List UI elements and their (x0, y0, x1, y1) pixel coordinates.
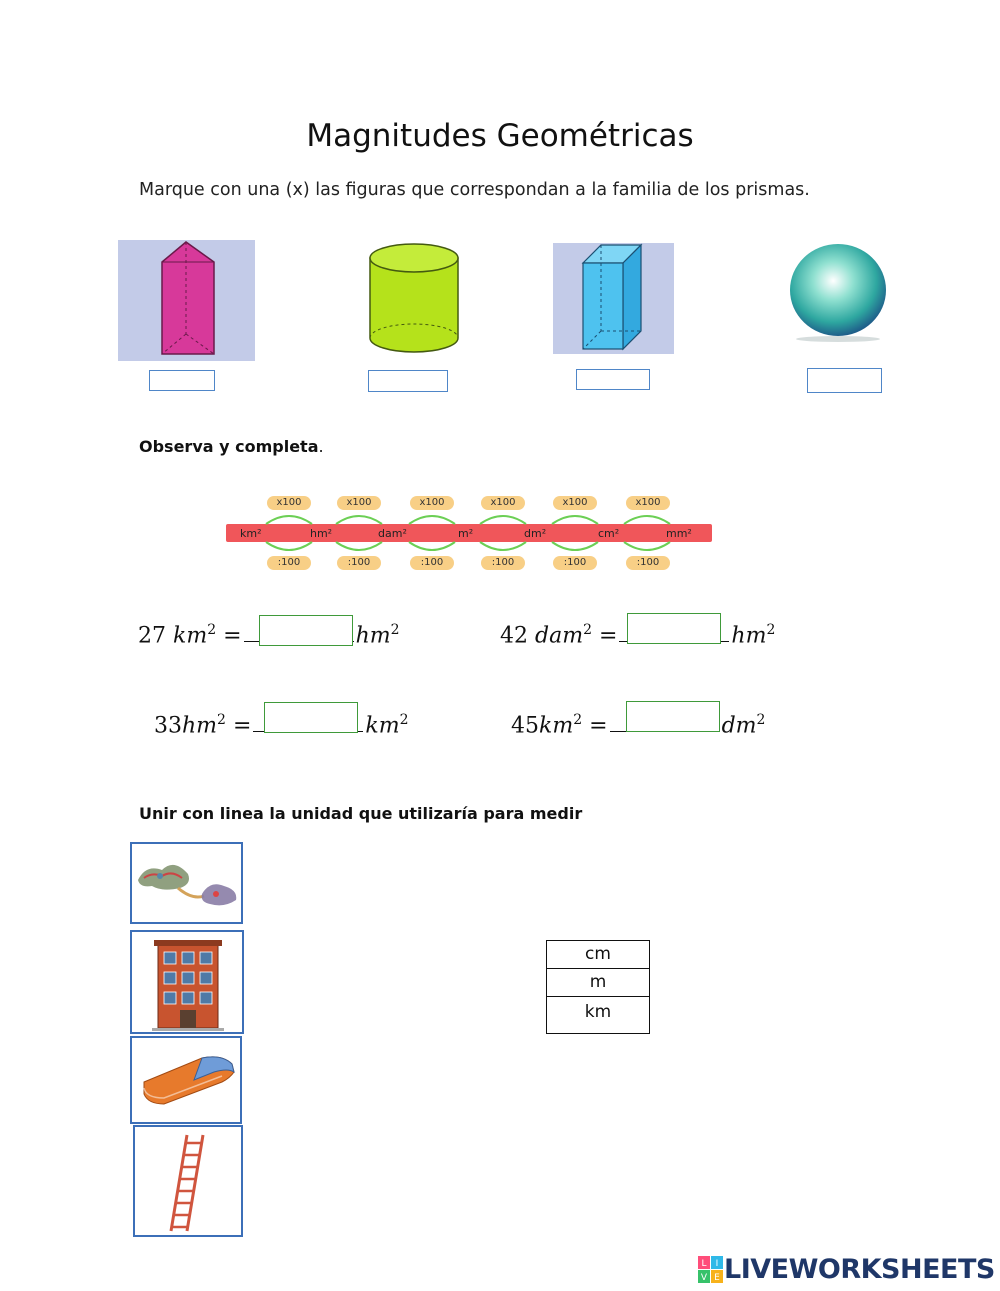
scale-unit: m² (458, 527, 474, 540)
liveworksheets-logo (698, 1254, 995, 1285)
unit-option-m[interactable]: m (547, 969, 649, 997)
cylinder-figure (366, 242, 462, 356)
equation-1: 27 $km^2 = hm^2$ (138, 622, 400, 649)
answer-input-3[interactable] (264, 702, 358, 733)
unit-table (546, 940, 650, 1034)
scale-unit: hm² (310, 527, 333, 540)
triangular-prism-figure (118, 240, 255, 361)
page-title: Magnitudes Geométricas (306, 118, 694, 154)
equation-3: $33hm^2 = km^2$ (154, 712, 409, 739)
equation-4: $45km^2 = dm^2$ (511, 712, 766, 739)
divide-label: :100 (267, 556, 311, 570)
ladder-image[interactable] (133, 1125, 243, 1237)
section1-instruction: Marque con una (x) las figuras que correspondan a la familia de los prismas. (139, 180, 810, 200)
multiply-label: x100 (553, 496, 597, 510)
divide-label: :100 (553, 556, 597, 570)
scale-unit: dm² (524, 527, 547, 540)
scale-unit: cm² (598, 527, 620, 540)
unit-option-cm[interactable]: cm (547, 941, 649, 969)
rectangular-prism-figure (553, 243, 674, 354)
sphere-figure (788, 240, 890, 344)
building-image[interactable] (130, 930, 244, 1034)
scale-unit: km² (240, 527, 262, 540)
svg-text:I: I (715, 1258, 719, 1269)
answer-input-4[interactable] (626, 701, 720, 732)
multiply-label: x100 (267, 496, 311, 510)
multiply-label: x100 (337, 496, 381, 510)
eraser-image[interactable] (130, 1036, 242, 1124)
answer-box-cylinder[interactable] (368, 370, 448, 392)
answer-input-1[interactable] (259, 615, 353, 646)
svg-text:L: L (701, 1258, 707, 1269)
scale-unit: dam² (378, 527, 407, 540)
multiply-label: x100 (481, 496, 525, 510)
liveworksheets-logo-text: LIVEWORKSHEETS (724, 1254, 995, 1285)
section3-heading: Unir con linea la unidad que utilizaría para medir (139, 804, 583, 823)
section2-heading: Observa y completa. (139, 437, 324, 456)
multiply-label: x100 (410, 496, 454, 510)
svg-text:E: E (714, 1272, 720, 1283)
answer-input-2[interactable] (627, 613, 721, 644)
answer-box-rectangular-prism[interactable] (576, 369, 650, 390)
divide-label: :100 (481, 556, 525, 570)
multiply-label: x100 (626, 496, 670, 510)
divide-label: :100 (337, 556, 381, 570)
equation-2: 42 $dam^2 = hm^2$ (500, 622, 776, 649)
map-image[interactable] (130, 842, 243, 924)
divide-label: :100 (626, 556, 670, 570)
answer-box-triangular-prism[interactable] (149, 370, 215, 391)
answer-box-sphere[interactable] (807, 368, 882, 393)
scale-unit: mm² (666, 527, 692, 540)
svg-text:V: V (700, 1272, 708, 1283)
divide-label: :100 (410, 556, 454, 570)
unit-option-km[interactable]: km (584, 1002, 612, 1022)
liveworksheets-logo-icon (698, 1256, 724, 1284)
